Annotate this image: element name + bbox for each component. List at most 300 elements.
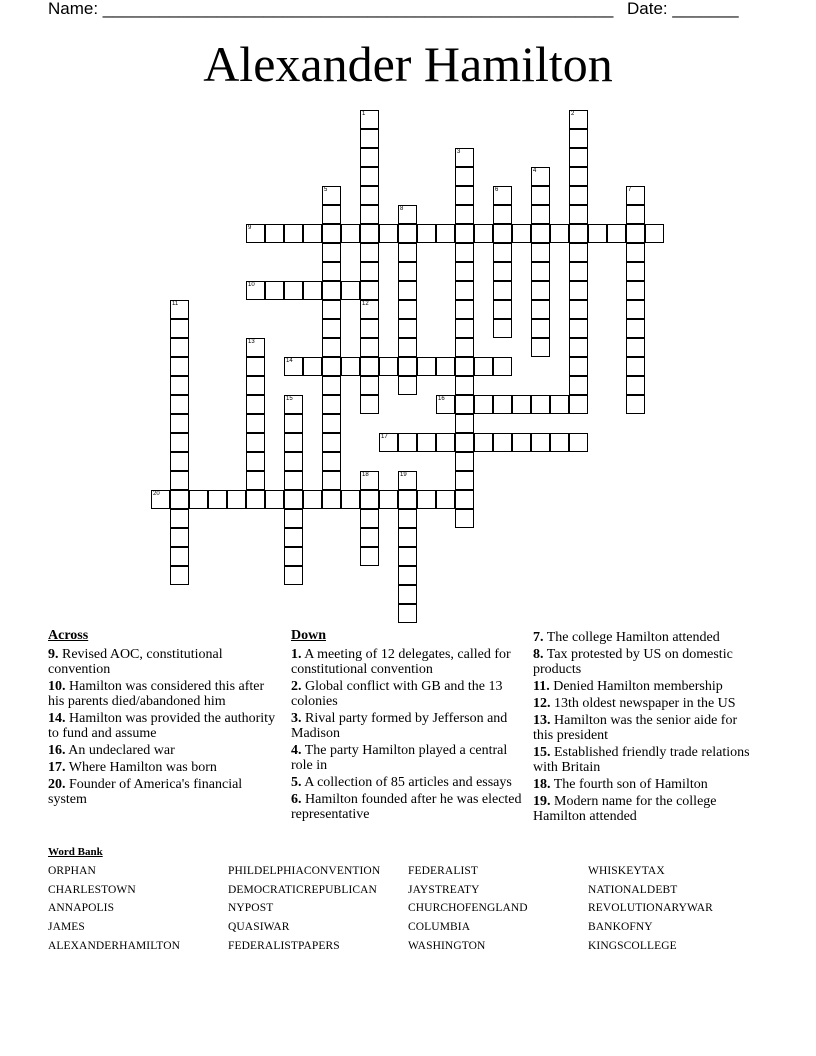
crossword-cell[interactable] (512, 395, 531, 414)
crossword-cell[interactable] (531, 205, 550, 224)
crossword-cell[interactable] (493, 300, 512, 319)
word-bank-entry: REVOLUTIONARYWAR (588, 902, 713, 915)
crossword-cell[interactable] (531, 281, 550, 300)
crossword-cell[interactable] (246, 452, 265, 471)
crossword-cell[interactable] (493, 262, 512, 281)
crossword-cell[interactable] (322, 433, 341, 452)
clue-number-label: 10. (48, 679, 66, 694)
crossword-cell[interactable] (341, 281, 360, 300)
crossword-cell[interactable] (360, 129, 379, 148)
date-field-label[interactable]: Date: _______ (627, 0, 739, 18)
clue-number-label: 2. (291, 679, 302, 694)
crossword-cell[interactable] (455, 509, 474, 528)
crossword-cell[interactable] (360, 395, 379, 414)
crossword-cell[interactable] (436, 357, 455, 376)
word-bank-entry: QUASIWAR (228, 921, 290, 934)
crossword-cell[interactable] (626, 186, 645, 205)
crossword-cell[interactable] (455, 281, 474, 300)
clue-number-label: 3. (291, 711, 302, 726)
clue-number-label: 17. (48, 760, 66, 775)
crossword-cell[interactable] (569, 319, 588, 338)
crossword-cell[interactable] (170, 471, 189, 490)
clue-number-label: 12. (533, 696, 551, 711)
crossword-cell[interactable] (360, 376, 379, 395)
crossword-cell[interactable] (436, 490, 455, 509)
crossword-cell[interactable] (360, 338, 379, 357)
word-bank-entry: COLUMBIA (408, 921, 471, 934)
crossword-cell[interactable] (550, 395, 569, 414)
crossword-cell[interactable] (360, 224, 379, 243)
down-clues (291, 628, 523, 824)
crossword-cell[interactable] (474, 395, 493, 414)
crossword-cell[interactable] (246, 338, 265, 357)
crossword-cell[interactable] (626, 300, 645, 319)
clue-number: 3 (457, 149, 461, 155)
word-bank-entry: WHISKEYTAX (588, 865, 665, 877)
clue-number: 10 (248, 282, 255, 288)
clue (291, 647, 523, 677)
clue-text: Hamilton founded after he was elected representative (291, 792, 522, 822)
crossword-cell[interactable] (626, 395, 645, 414)
crossword-cell[interactable] (322, 224, 341, 243)
across-heading: Across (48, 628, 89, 643)
crossword-cell[interactable] (322, 395, 341, 414)
crossword-cell[interactable] (379, 357, 398, 376)
clue-text: 13th oldest newspaper in the US (550, 696, 736, 711)
across-clues (48, 628, 280, 809)
crossword-cell[interactable] (569, 129, 588, 148)
crossword-cell[interactable] (569, 167, 588, 186)
header (48, 0, 768, 22)
clue-number: 7 (628, 187, 632, 193)
crossword-cell[interactable] (360, 509, 379, 528)
crossword-cell[interactable] (531, 243, 550, 262)
clue-text: Hamilton was the senior aide for this president (533, 713, 738, 743)
word-bank-entry: CHARLESTOWN (48, 883, 136, 896)
crossword-cell[interactable] (170, 566, 189, 585)
crossword-cell[interactable] (322, 281, 341, 300)
crossword-cell[interactable] (170, 452, 189, 471)
crossword-cell[interactable] (360, 110, 379, 129)
crossword-cell[interactable] (322, 319, 341, 338)
clue-text: The fourth son of Hamilton (550, 777, 708, 792)
crossword-cell[interactable] (284, 528, 303, 547)
clue-text: An undeclared war (65, 743, 175, 758)
clue-number-label: 11. (533, 679, 550, 694)
crossword-cell[interactable] (189, 490, 208, 509)
word-bank-title: Word Bank (48, 846, 103, 858)
crossword-cell[interactable] (493, 281, 512, 300)
clue (48, 679, 280, 709)
crossword-cell[interactable] (531, 395, 550, 414)
word-bank-entry: JAYSTREATY (408, 883, 480, 896)
crossword-cell[interactable] (455, 357, 474, 376)
crossword-cell[interactable] (645, 224, 664, 243)
crossword-cell[interactable] (170, 376, 189, 395)
crossword-cell[interactable] (170, 357, 189, 376)
crossword-cell[interactable] (284, 509, 303, 528)
crossword-cell[interactable] (322, 490, 341, 509)
crossword-cell[interactable] (246, 433, 265, 452)
crossword-cell[interactable] (398, 547, 417, 566)
crossword-cell[interactable] (265, 490, 284, 509)
crossword-cell[interactable] (360, 262, 379, 281)
crossword-cell[interactable] (284, 490, 303, 509)
crossword-cell[interactable] (398, 604, 417, 623)
crossword-cell[interactable] (550, 224, 569, 243)
crossword-cell[interactable] (322, 414, 341, 433)
crossword-cell[interactable] (493, 357, 512, 376)
crossword-cell[interactable] (284, 471, 303, 490)
word-bank-entry: ALEXANDERHAMILTON (48, 939, 181, 952)
crossword-cell[interactable] (398, 319, 417, 338)
crossword-cell[interactable] (417, 357, 436, 376)
clue-number: 14 (286, 358, 293, 364)
crossword-cell[interactable] (322, 357, 341, 376)
clue (291, 711, 523, 741)
clue (533, 647, 759, 677)
crossword-cell[interactable] (322, 262, 341, 281)
crossword-cell[interactable] (531, 224, 550, 243)
crossword-cell[interactable] (360, 471, 379, 490)
crossword-cell[interactable] (246, 490, 265, 509)
clue (291, 792, 523, 822)
clue (533, 777, 759, 792)
name-field-label[interactable]: Name: ______________________________________________________ (48, 0, 614, 18)
clue-number: 4 (533, 168, 537, 174)
crossword-cell[interactable] (455, 205, 474, 224)
crossword-cell[interactable] (322, 205, 341, 224)
crossword-cell[interactable] (493, 243, 512, 262)
crossword-cell[interactable] (322, 452, 341, 471)
crossword-cell[interactable] (569, 395, 588, 414)
clue-number-label: 6. (291, 792, 302, 807)
word-bank-entry: NYPOST (228, 902, 274, 915)
crossword-cell[interactable] (455, 167, 474, 186)
crossword-cell[interactable] (436, 224, 455, 243)
clue-number: 17 (381, 434, 388, 440)
crossword-cell[interactable] (360, 528, 379, 547)
crossword-cell[interactable] (322, 338, 341, 357)
crossword-cell[interactable] (284, 357, 303, 376)
clue-text: The college Hamilton attended (543, 630, 720, 645)
crossword-cell[interactable] (550, 433, 569, 452)
crossword-cell[interactable] (398, 471, 417, 490)
word-bank-entry: ORPHAN (48, 865, 96, 877)
word-bank-entry: DEMOCRATICREPUBLICAN (228, 883, 377, 896)
clue-number-label: 15. (533, 745, 551, 760)
crossword-cell[interactable] (398, 376, 417, 395)
crossword-cell[interactable] (341, 224, 360, 243)
crossword-cell[interactable] (246, 224, 265, 243)
crossword-cell[interactable] (303, 224, 322, 243)
clue (533, 745, 759, 775)
crossword-cell[interactable] (208, 490, 227, 509)
crossword-cell[interactable] (626, 319, 645, 338)
crossword-cell[interactable] (417, 490, 436, 509)
crossword-cell[interactable] (284, 433, 303, 452)
crossword-cell[interactable] (474, 433, 493, 452)
crossword-cell[interactable] (170, 300, 189, 319)
clue-text: Founder of America's financial system (48, 777, 243, 807)
crossword-cell[interactable] (531, 433, 550, 452)
crossword-cell[interactable] (170, 338, 189, 357)
clue (48, 647, 280, 677)
crossword-cell[interactable] (626, 205, 645, 224)
crossword-cell[interactable] (360, 357, 379, 376)
crossword-cell[interactable] (455, 471, 474, 490)
crossword-cell[interactable] (265, 224, 284, 243)
clue-text: Established friendly trade relations with Britain (533, 745, 750, 775)
word-bank-entry: FEDERALIST (408, 865, 478, 877)
clue (48, 777, 280, 807)
crossword-cell[interactable] (360, 186, 379, 205)
crossword-cell[interactable] (569, 433, 588, 452)
clue-number: 8 (400, 206, 404, 212)
crossword-cell[interactable] (493, 224, 512, 243)
crossword-cell[interactable] (607, 224, 626, 243)
crossword-cell[interactable] (284, 566, 303, 585)
crossword-cell[interactable] (398, 528, 417, 547)
crossword-cell[interactable] (569, 262, 588, 281)
crossword-cell[interactable] (569, 243, 588, 262)
crossword-cell[interactable] (170, 547, 189, 566)
crossword-cell[interactable] (360, 490, 379, 509)
crossword-cell[interactable] (398, 224, 417, 243)
crossword-cell[interactable] (398, 357, 417, 376)
crossword-cell[interactable] (360, 281, 379, 300)
crossword-cell[interactable] (569, 338, 588, 357)
crossword-cell[interactable] (512, 224, 531, 243)
crossword-cell[interactable] (455, 186, 474, 205)
crossword-cell[interactable] (569, 376, 588, 395)
crossword-cell[interactable] (170, 509, 189, 528)
crossword-cell[interactable] (246, 376, 265, 395)
clue-number: 6 (495, 187, 499, 193)
crossword-cell[interactable] (360, 167, 379, 186)
crossword-cell[interactable] (341, 490, 360, 509)
crossword-cell[interactable] (512, 433, 531, 452)
crossword-cell[interactable] (455, 319, 474, 338)
crossword-cell[interactable] (493, 395, 512, 414)
crossword-cell[interactable] (626, 338, 645, 357)
crossword-cell[interactable] (398, 490, 417, 509)
crossword-cell[interactable] (455, 148, 474, 167)
clue-number-label: 18. (533, 777, 551, 792)
crossword-cell[interactable] (322, 243, 341, 262)
crossword-cell[interactable] (531, 186, 550, 205)
clue-text: Hamilton was considered this after his parents died/abandoned him (48, 679, 265, 709)
clue-number-label: 5. (291, 775, 302, 790)
crossword-cell[interactable] (626, 357, 645, 376)
clue (48, 743, 280, 758)
word-bank-entry: CHURCHOFENGLAND (408, 902, 528, 915)
crossword-cell[interactable] (284, 395, 303, 414)
word-bank-entry: JAMES (48, 921, 85, 934)
clue (533, 630, 759, 645)
clue-number-label: 19. (533, 794, 551, 809)
crossword-cell[interactable] (246, 414, 265, 433)
crossword-cell[interactable] (569, 205, 588, 224)
crossword-cell[interactable] (588, 224, 607, 243)
crossword-cell[interactable] (493, 433, 512, 452)
clue-number-label: 20. (48, 777, 66, 792)
page-title: Alexander Hamilton (203, 36, 613, 92)
crossword-cell[interactable] (360, 547, 379, 566)
crossword-cell[interactable] (455, 433, 474, 452)
crossword-cell[interactable] (151, 490, 170, 509)
word-bank-entry: PHILDELPHIACONVENTION (228, 865, 381, 877)
crossword-cell[interactable] (398, 566, 417, 585)
clue-text: Where Hamilton was born (65, 760, 217, 775)
crossword-cell[interactable] (360, 148, 379, 167)
clue-number: 11 (172, 301, 179, 307)
crossword-cell[interactable] (626, 224, 645, 243)
crossword-cell[interactable] (398, 205, 417, 224)
crossword-cell[interactable] (398, 281, 417, 300)
clue-number-label: 4. (291, 743, 302, 758)
crossword-cell[interactable] (246, 395, 265, 414)
crossword-cell[interactable] (493, 319, 512, 338)
crossword-cell[interactable] (284, 452, 303, 471)
crossword-cell[interactable] (398, 585, 417, 604)
crossword-cell[interactable] (436, 395, 455, 414)
crossword-cell[interactable] (379, 490, 398, 509)
crossword-cell[interactable] (322, 376, 341, 395)
down-clues-continued (533, 630, 759, 826)
crossword-cell[interactable] (569, 148, 588, 167)
crossword-cell[interactable] (569, 224, 588, 243)
crossword-cell[interactable] (322, 300, 341, 319)
crossword-cell[interactable] (531, 262, 550, 281)
clue (533, 679, 759, 694)
clue-number: 18 (362, 472, 369, 478)
crossword-cell[interactable] (170, 490, 189, 509)
clue (48, 711, 280, 741)
clue-number: 1 (362, 111, 366, 117)
crossword-cell[interactable] (531, 300, 550, 319)
crossword-cell[interactable] (360, 205, 379, 224)
crossword-cell[interactable] (284, 547, 303, 566)
crossword-cell[interactable] (170, 433, 189, 452)
crossword-cell[interactable] (417, 433, 436, 452)
crossword-cell[interactable] (341, 357, 360, 376)
crossword-cell[interactable] (246, 471, 265, 490)
crossword-cell[interactable] (569, 186, 588, 205)
clue-text: Revised AOC, constitutional convention (48, 647, 223, 677)
clue-number-label: 13. (533, 713, 551, 728)
crossword-cell[interactable] (455, 376, 474, 395)
crossword-cell[interactable] (398, 300, 417, 319)
crossword-cell[interactable] (626, 262, 645, 281)
word-bank-entry: NATIONALDEBT (588, 883, 678, 896)
crossword-cell[interactable] (569, 110, 588, 129)
clue (291, 679, 523, 709)
crossword-cell[interactable] (455, 300, 474, 319)
clue (291, 775, 523, 790)
crossword-cell[interactable] (398, 243, 417, 262)
crossword-cell[interactable] (455, 414, 474, 433)
crossword-cell[interactable] (246, 281, 265, 300)
clue-number: 15 (286, 396, 293, 402)
crossword-cell[interactable] (455, 224, 474, 243)
crossword-cell[interactable] (303, 357, 322, 376)
word-bank-entry: KINGSCOLLEGE (588, 939, 677, 952)
crossword-cell[interactable] (284, 281, 303, 300)
crossword-cell[interactable] (531, 338, 550, 357)
clue-number: 2 (571, 111, 575, 117)
crossword-cell[interactable] (284, 414, 303, 433)
crossword-cell[interactable] (455, 395, 474, 414)
crossword-cell[interactable] (170, 319, 189, 338)
crossword-cell[interactable] (436, 433, 455, 452)
crossword-cell[interactable] (493, 186, 512, 205)
clue-number: 13 (248, 339, 255, 345)
clue-text: The party Hamilton played a central role in (291, 743, 508, 773)
crossword-cell[interactable] (626, 243, 645, 262)
crossword-cell[interactable] (569, 281, 588, 300)
word-bank-entry: WASHINGTON (408, 939, 486, 952)
crossword-cell[interactable] (474, 224, 493, 243)
crossword-cell[interactable] (455, 243, 474, 262)
crossword-cell[interactable] (265, 281, 284, 300)
clue-text: A meeting of 12 delegates, called for constitutional convention (291, 647, 511, 677)
crossword-cell[interactable] (170, 395, 189, 414)
crossword-cell[interactable] (455, 338, 474, 357)
crossword-cell[interactable] (360, 243, 379, 262)
crossword-cell[interactable] (360, 319, 379, 338)
crossword-cell[interactable] (531, 167, 550, 186)
crossword-cell[interactable] (379, 433, 398, 452)
crossword-cell[interactable] (227, 490, 246, 509)
crossword-cell[interactable] (569, 300, 588, 319)
crossword-cell[interactable] (170, 528, 189, 547)
crossword-cell[interactable] (398, 433, 417, 452)
clue-number-label: 14. (48, 711, 66, 726)
crossword-cell[interactable] (170, 414, 189, 433)
crossword-cell[interactable] (303, 281, 322, 300)
crossword-cell[interactable] (398, 338, 417, 357)
crossword-cell[interactable] (569, 357, 588, 376)
crossword-cell[interactable] (455, 490, 474, 509)
crossword-cell[interactable] (246, 357, 265, 376)
crossword-cell[interactable] (417, 224, 436, 243)
crossword-cell[interactable] (455, 262, 474, 281)
clue (533, 696, 759, 711)
crossword-cell[interactable] (531, 319, 550, 338)
crossword-cell[interactable] (626, 281, 645, 300)
clue-number: 5 (324, 187, 328, 193)
crossword-cell[interactable] (474, 357, 493, 376)
clue-text: Global conflict with GB and the 13 colonies (291, 679, 503, 709)
crossword-cell[interactable] (303, 490, 322, 509)
crossword-cell[interactable] (626, 376, 645, 395)
clue-number-label: 16. (48, 743, 66, 758)
crossword-cell[interactable] (360, 300, 379, 319)
crossword-cell[interactable] (379, 224, 398, 243)
clue-text: Modern name for the college Hamilton attended (533, 794, 717, 824)
crossword-cell[interactable] (322, 471, 341, 490)
crossword-cell[interactable] (493, 205, 512, 224)
clue-text: Denied Hamilton membership (549, 679, 723, 694)
crossword-cell[interactable] (322, 186, 341, 205)
crossword-cell[interactable] (398, 262, 417, 281)
crossword-cell[interactable] (284, 224, 303, 243)
clue-number: 20 (153, 491, 160, 497)
clue-number: 12 (362, 301, 369, 307)
crossword-cell[interactable] (398, 509, 417, 528)
crossword-cell[interactable] (455, 452, 474, 471)
